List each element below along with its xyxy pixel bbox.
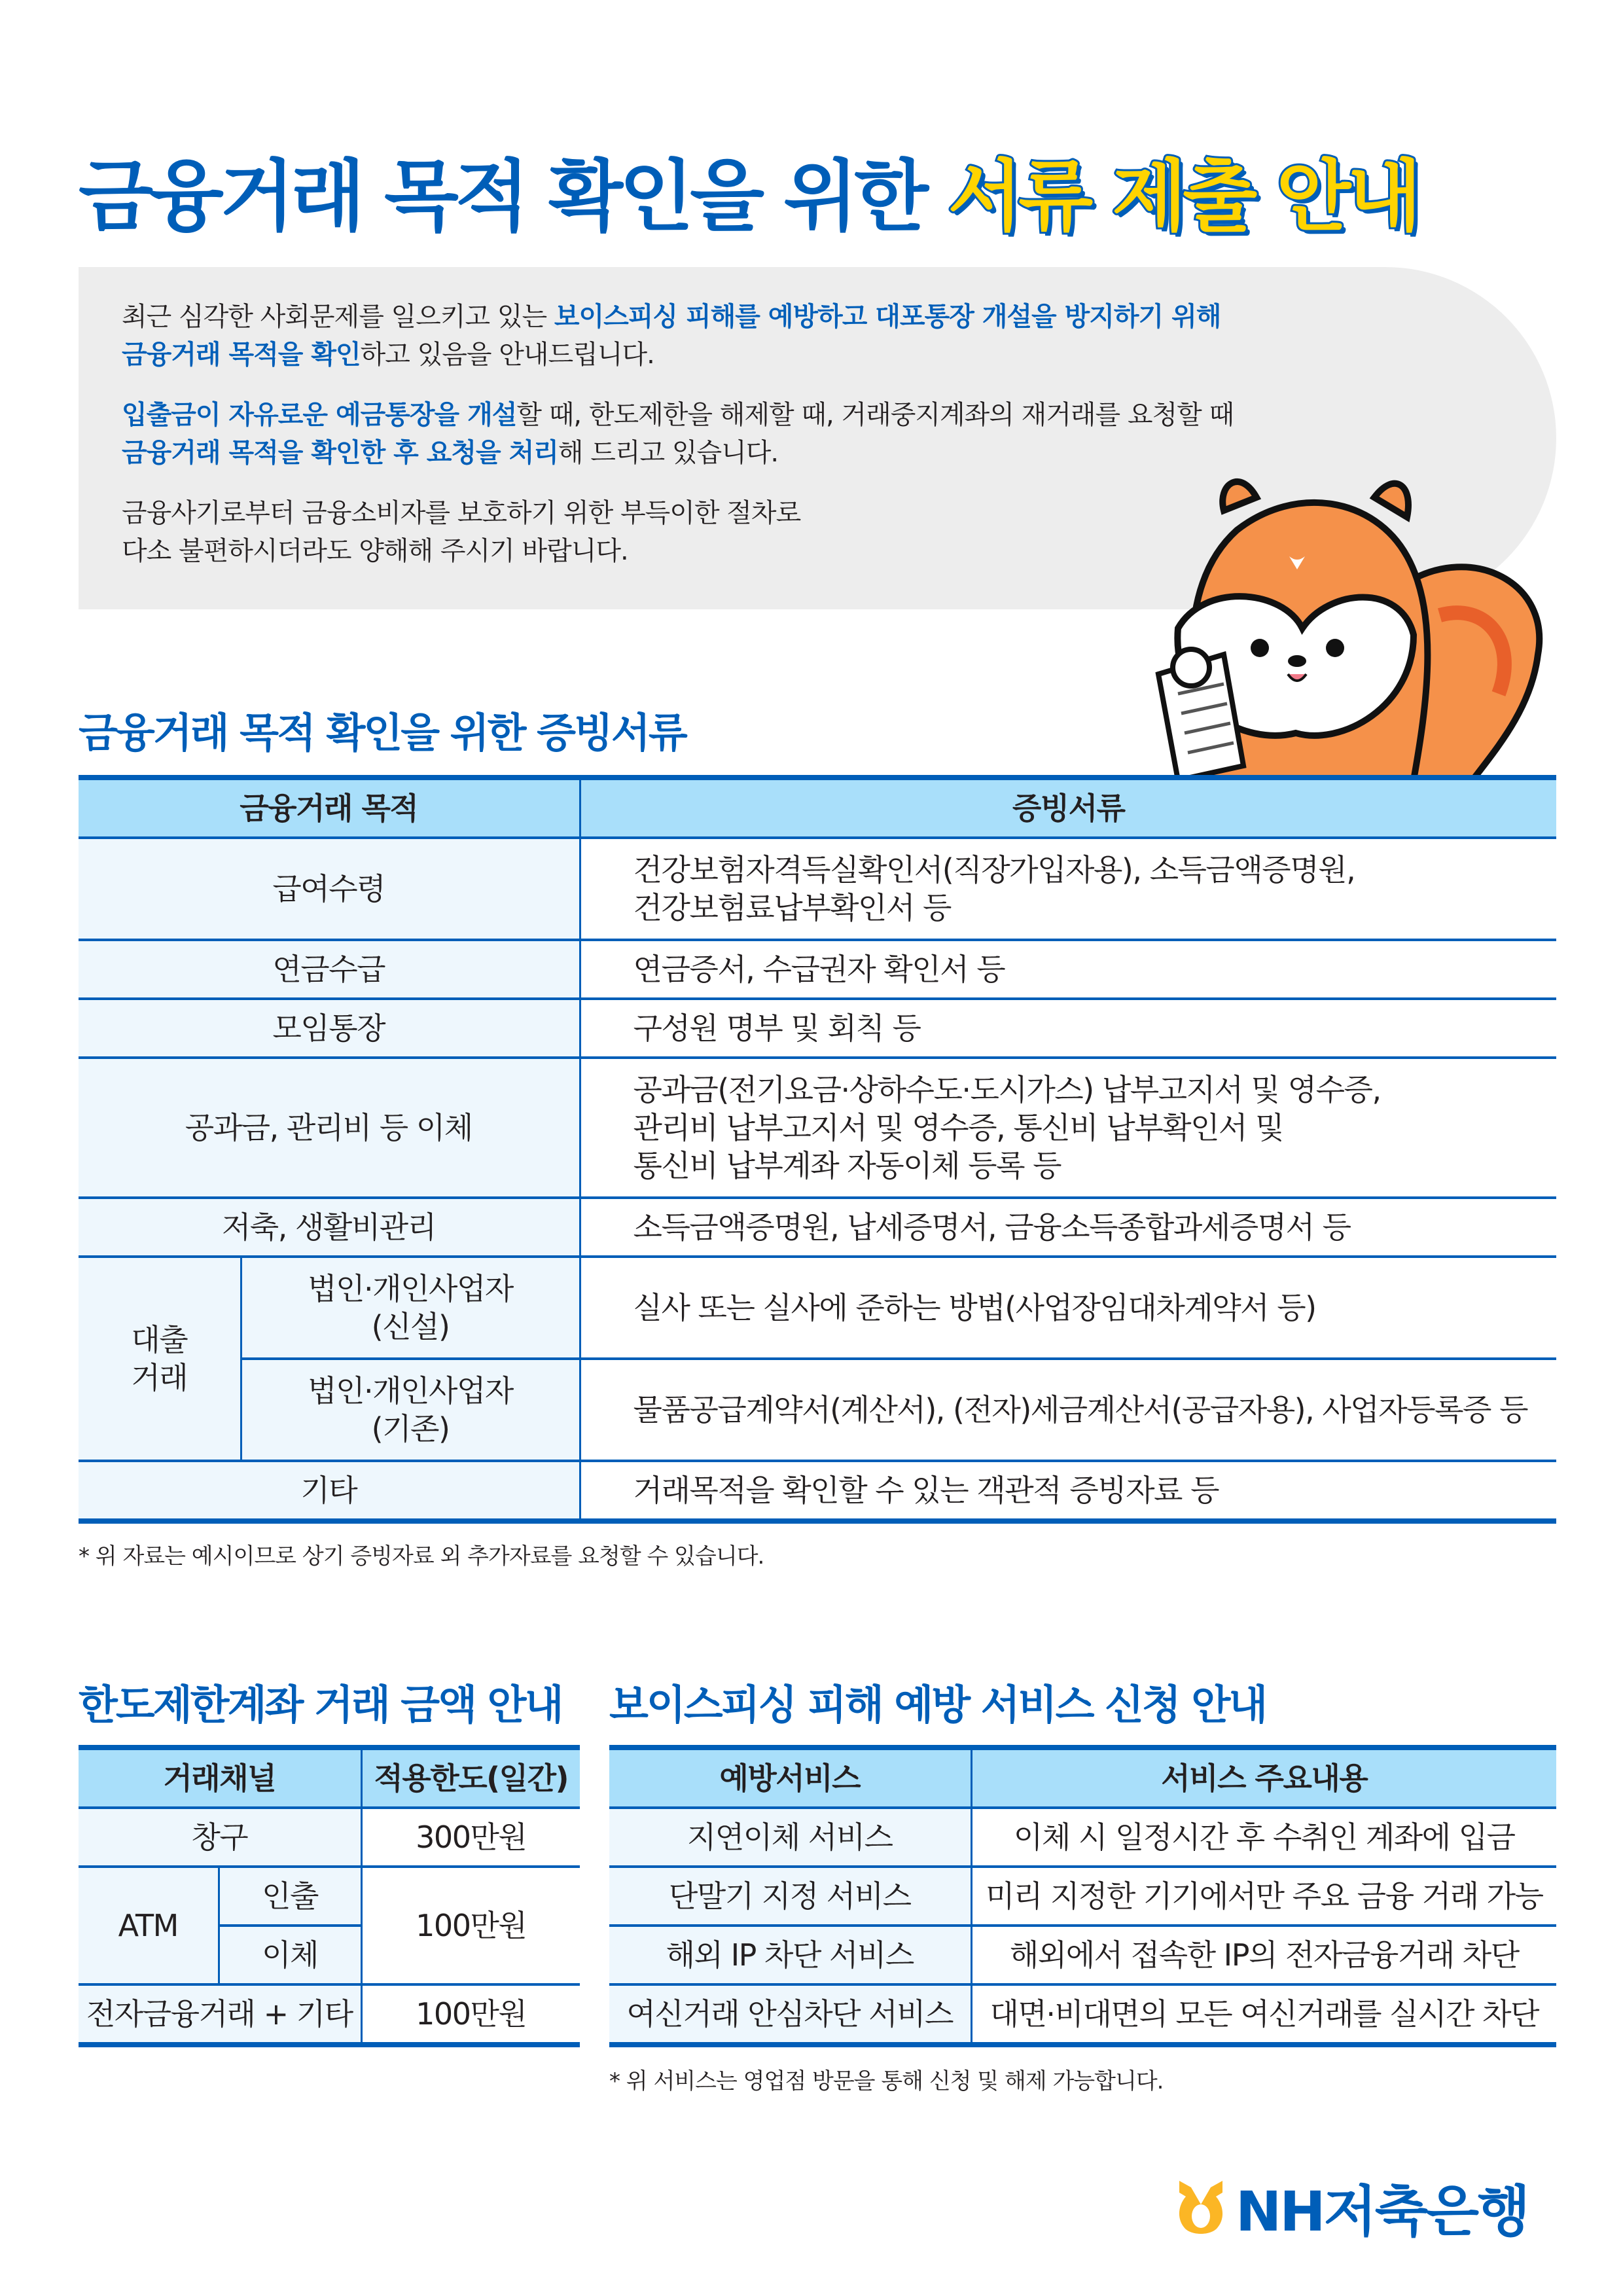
table-row bbox=[79, 1461, 1556, 1521]
intro-emphasis: 보이스피싱 피해를 예방하고 대포통장 개설을 방지하기 위해 bbox=[554, 302, 1221, 332]
services-section-title: 보이스피싱 피해 예방 서비스 신청 안내 bbox=[609, 1681, 1266, 1729]
column-header: 금융거래 목적 bbox=[79, 778, 580, 838]
service-desc-cell: 미리 지정한 기기에서만 주요 금융 거래 가능 bbox=[971, 1867, 1556, 1926]
limits-table bbox=[79, 1745, 580, 2047]
table-header-row bbox=[79, 778, 1556, 838]
service-name-cell: 여신거래 안심차단 서비스 bbox=[609, 1984, 971, 2045]
intro-text bbox=[122, 298, 1234, 592]
docs-cell: 실사 또는 실사에 준하는 방법(사업장임대차계약서 등) bbox=[580, 1257, 1556, 1359]
channel-cell: 전자금융거래 + 기타 bbox=[79, 1984, 361, 2045]
docs-cell: 물품공급계약서(계산서), (전자)세금계산서(공급자용), 사업자등록증 등 bbox=[580, 1359, 1556, 1461]
logo-text: NH저축은행 bbox=[1236, 2179, 1529, 2244]
intro-emphasis: 금융거래 목적을 확인 bbox=[122, 340, 361, 370]
table-row bbox=[609, 1867, 1556, 1926]
table-row bbox=[79, 1058, 1556, 1198]
purpose-cell: 기타 bbox=[79, 1461, 580, 1521]
table-row bbox=[609, 1926, 1556, 1984]
intro-text-span: 금융사기로부터 금융소비자를 보호하기 위한 부득이한 절차로 bbox=[122, 498, 801, 528]
service-desc-cell: 해외에서 접속한 IP의 전자금융거래 차단 bbox=[971, 1926, 1556, 1984]
docs-cell: 건강보험자격득실확인서(직장가입자용), 소득금액증명원, 건강보험료납부확인서 등 bbox=[580, 838, 1556, 940]
sub-channel-cell: 인출 bbox=[219, 1867, 361, 1926]
docs-cell: 구성원 명부 및 회칙 등 bbox=[580, 999, 1556, 1058]
table-row bbox=[79, 1257, 1556, 1359]
title-main: 금융거래 목적 확인을 위한 bbox=[79, 151, 948, 242]
purpose-cell: 모임통장 bbox=[79, 999, 580, 1058]
service-name-cell: 지연이체 서비스 bbox=[609, 1808, 971, 1867]
table-row bbox=[79, 1808, 580, 1867]
purpose-cell: 급여수령 bbox=[79, 838, 580, 940]
intro-text-span: 다소 불편하시더라도 양해해 주시기 바랍니다. bbox=[122, 536, 628, 566]
intro-text-span: 해 드리고 있습니다. bbox=[558, 438, 779, 468]
column-header: 증빙서류 bbox=[580, 778, 1556, 838]
purpose-cell: 저축, 생활비관리 bbox=[79, 1198, 580, 1257]
column-header: 서비스 주요내용 bbox=[971, 1748, 1556, 1808]
table-row bbox=[79, 1198, 1556, 1257]
title-highlight: 서류 제출 안내 bbox=[948, 151, 1418, 242]
purpose-cell: 공과금, 관리비 등 이체 bbox=[79, 1058, 580, 1198]
sub-channel-cell: 이체 bbox=[219, 1926, 361, 1984]
service-desc-cell: 이체 시 일정시간 후 수취인 계좌에 입금 bbox=[971, 1808, 1556, 1867]
service-name-cell: 해외 IP 차단 서비스 bbox=[609, 1926, 971, 1984]
intro-text-span: 하고 있음을 안내드립니다. bbox=[360, 340, 654, 370]
docs-cell: 소득금액증명원, 납세증명서, 금융소득종합과세증명서 등 bbox=[580, 1198, 1556, 1257]
docs-cell: 공과금(전기요금·상하수도·도시가스) 납부고지서 및 영수증, 관리비 납부고지서 및 영수증, 통신비 납부확인서 및 통신비 납부계좌 자동이체 등록 등 bbox=[580, 1058, 1556, 1198]
docs-cell: 거래목적을 확인할 수 있는 객관적 증빙자료 등 bbox=[580, 1461, 1556, 1521]
table-row bbox=[79, 1359, 1556, 1461]
column-header: 거래채널 bbox=[79, 1748, 361, 1808]
table-row bbox=[609, 1808, 1556, 1867]
channel-cell: ATM bbox=[79, 1867, 219, 1984]
table-header-row bbox=[609, 1748, 1556, 1808]
group-cell: 대출 거래 bbox=[79, 1257, 241, 1461]
column-header: 적용한도(일간) bbox=[361, 1748, 580, 1808]
purpose-cell: 법인·개인사업자 (기존) bbox=[241, 1359, 580, 1461]
service-name-cell: 단말기 지정 서비스 bbox=[609, 1867, 971, 1926]
purpose-cell: 연금수급 bbox=[79, 940, 580, 999]
limit-cell: 100만원 bbox=[361, 1867, 580, 1984]
column-header: 예방서비스 bbox=[609, 1748, 971, 1808]
table-row bbox=[79, 1984, 580, 2045]
docs-note: * 위 자료는 예시이므로 상기 증빙자료 외 추가자료를 요청할 수 있습니다. bbox=[79, 1543, 764, 1570]
squirrel-mascot-icon bbox=[1132, 458, 1551, 780]
docs-table bbox=[79, 775, 1556, 1524]
table-row bbox=[79, 999, 1556, 1058]
table-row bbox=[79, 1867, 580, 1926]
channel-cell: 창구 bbox=[79, 1808, 361, 1867]
nh-emblem-icon bbox=[1178, 2179, 1224, 2236]
docs-cell: 연금증서, 수급권자 확인서 등 bbox=[580, 940, 1556, 999]
intro-emphasis: 금융거래 목적을 확인한 후 요청을 처리 bbox=[122, 438, 558, 468]
intro-emphasis: 입출금이 자유로운 예금통장을 개설 bbox=[122, 400, 517, 430]
purpose-cell: 법인·개인사업자 (신설) bbox=[241, 1257, 580, 1359]
nh-logo bbox=[1178, 2168, 1528, 2247]
services-note: * 위 서비스는 영업점 방문을 통해 신청 및 해제 가능합니다. bbox=[609, 2068, 1164, 2094]
page-title bbox=[79, 134, 1418, 245]
intro-text-span: 할 때, 한도제한을 해제할 때, 거래중지계좌의 재거래를 요청할 때 bbox=[516, 400, 1234, 430]
table-row bbox=[79, 838, 1556, 940]
table-row bbox=[609, 1984, 1556, 2045]
services-table bbox=[609, 1745, 1556, 2047]
table-row bbox=[79, 940, 1556, 999]
table-header-row bbox=[79, 1748, 580, 1808]
limits-section-title: 한도제한계좌 거래 금액 안내 bbox=[79, 1681, 562, 1729]
docs-section-title: 금융거래 목적 확인을 위한 증빙서류 bbox=[79, 709, 686, 757]
limit-cell: 300만원 bbox=[361, 1808, 580, 1867]
intro-text-span: 최근 심각한 사회문제를 일으키고 있는 bbox=[122, 302, 554, 332]
service-desc-cell: 대면·비대면의 모든 여신거래를 실시간 차단 bbox=[971, 1984, 1556, 2045]
limit-cell: 100만원 bbox=[361, 1984, 580, 2045]
